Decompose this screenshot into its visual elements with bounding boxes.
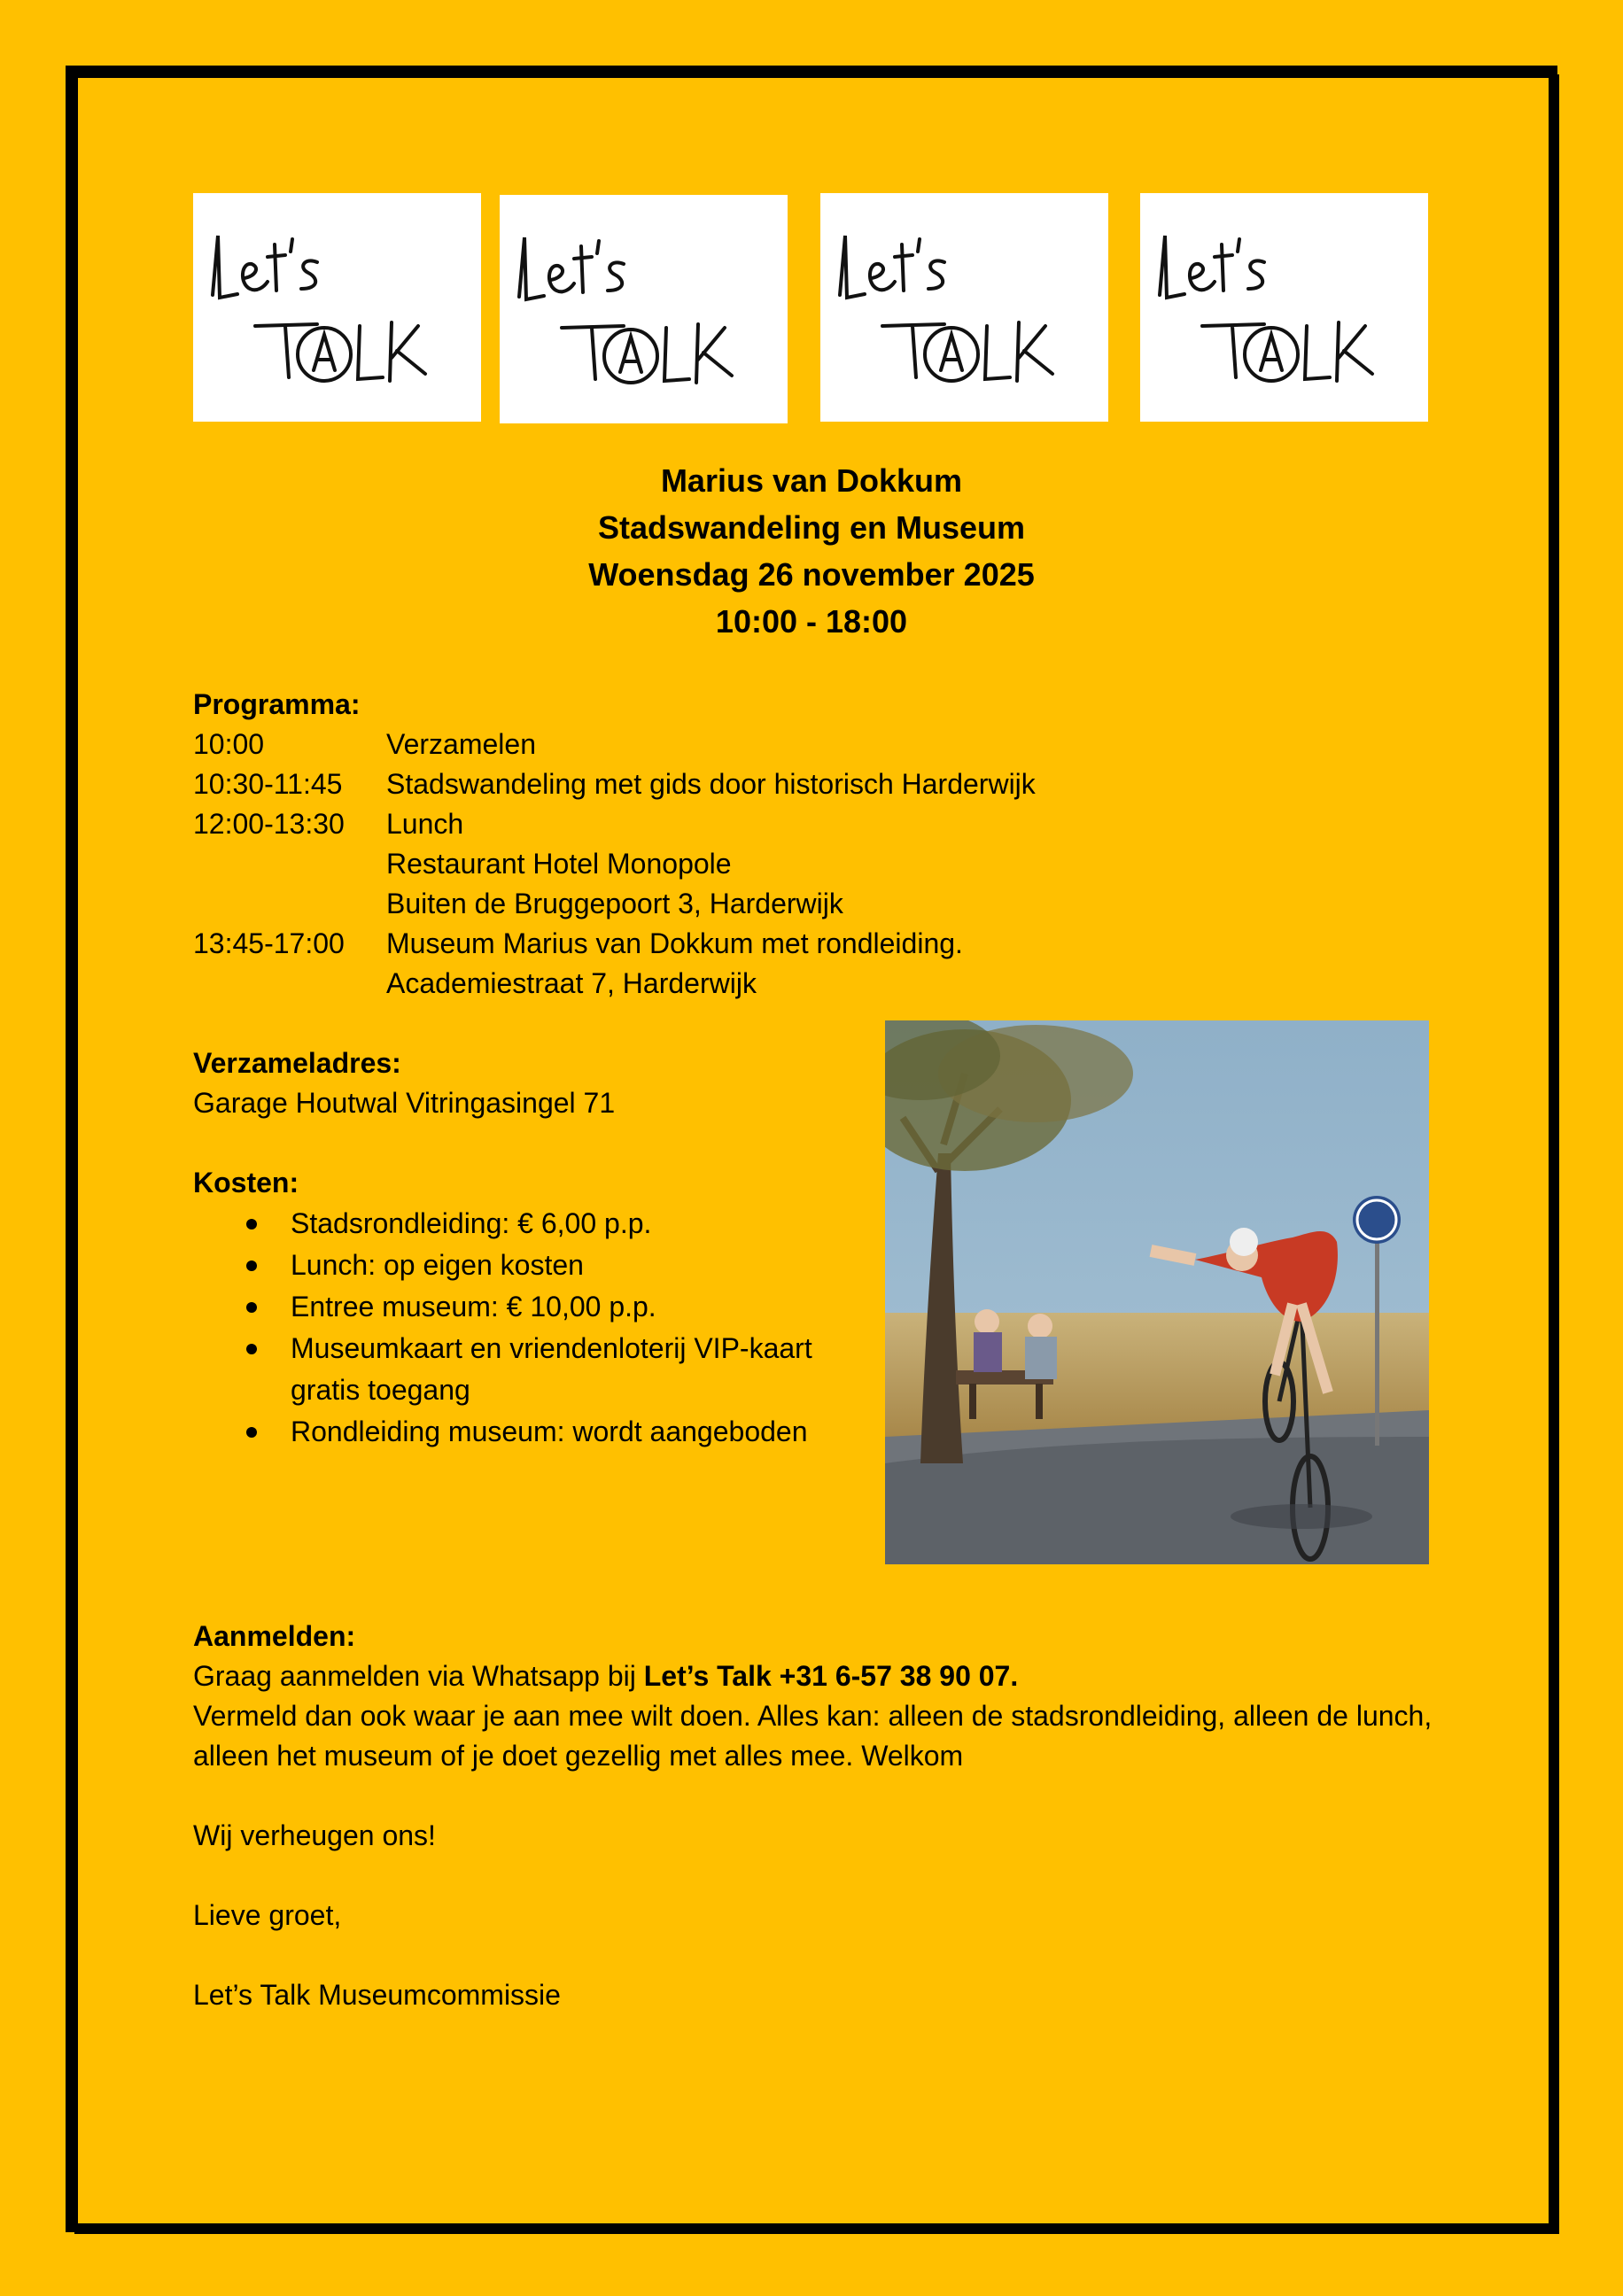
closing-greeting: Lieve groet, [193,1899,342,1931]
lets-talk-logo [193,193,481,422]
programma-row [193,924,1433,964]
bullet-icon [246,1427,257,1438]
programma-row [193,964,1433,1004]
programma-desc: Lunch [386,808,464,840]
event-time: 10:00 - 18:00 [715,603,908,640]
whatsapp-contact: Let’s Talk +31 6-57 38 90 07. [643,1660,1019,1692]
programma-list [193,725,1433,1004]
aanmelden-prefix: Graag aanmelden via Whatsapp bij [193,1660,644,1692]
bullet-icon [246,1302,257,1313]
lets-talk-logo [500,195,788,423]
programma-desc: Stadswandeling met gids door historisch Harderwijk [386,768,1036,800]
programma-desc: Buiten de Bruggepoort 3, Harderwijk [386,888,843,919]
bullet-icon [246,1260,257,1271]
programma-time: 10:30-11:45 [193,768,343,800]
bullet-icon [246,1344,257,1354]
kosten-heading: Kosten: [193,1167,299,1198]
event-title: Marius van Dokkum [660,462,963,499]
programma-heading: Programma: [193,688,361,720]
lets-talk-logo [1140,193,1428,422]
list-item: Stadsrondleiding: € 6,00 p.p. [246,1203,955,1245]
programma-desc: Verzamelen [386,728,536,760]
verzameladres-address: Garage Houtwal Vitringasingel 71 [193,1087,616,1119]
aanmelden-paragraph: Vermeld dan ook waar je aan mee wilt doen. Alles kan: alleen de stadsrondleiding, alleen de lunch, alleen het museum of je doet gezellig met alles mee. Welkom [193,1700,1433,1772]
programma-time: 10:00 [193,728,265,760]
programma-time [193,964,386,1004]
aanmelden-line [193,1656,1433,1696]
programma-desc: Restaurant Hotel Monopole [386,848,732,880]
programma-row [193,764,1433,804]
programma-time [193,844,386,884]
list-item: Lunch: op eigen kosten [246,1245,955,1286]
lower-content [193,1617,1433,2015]
kosten-list [193,1203,955,1453]
event-date: Woensdag 26 november 2025 [588,556,1035,593]
list-item: Entree museum: € 10,00 p.p. [246,1286,955,1328]
bullet-icon [246,1219,257,1229]
programma-row [193,884,1433,924]
closing-signature: Let’s Talk Museumcommissie [193,1979,561,2011]
programma-row [193,804,1433,844]
programma-desc: Academiestraat 7, Harderwijk [386,967,757,999]
event-title-block [0,457,1623,645]
programma-time [193,884,386,924]
programma-desc: Museum Marius van Dokkum met rondleiding. [386,927,963,959]
aanmelden-heading: Aanmelden: [193,1620,356,1652]
programma-row [193,725,1433,764]
programma-time: 12:00-13:30 [193,808,345,840]
list-item: Rondleiding museum: wordt aangeboden [246,1411,955,1453]
list-item: Museumkaart en vriendenloterij VIP-kaart gratis toegang [246,1328,858,1411]
closing-line: Wij verheugen ons! [193,1819,436,1851]
verzameladres-heading: Verzameladres: [193,1047,401,1079]
programma-time: 13:45-17:00 [193,927,345,959]
programma-row [193,844,1433,884]
event-subtitle: Stadswandeling en Museum [597,509,1026,546]
painting-image [885,1020,1429,1564]
lets-talk-logo [820,193,1108,422]
